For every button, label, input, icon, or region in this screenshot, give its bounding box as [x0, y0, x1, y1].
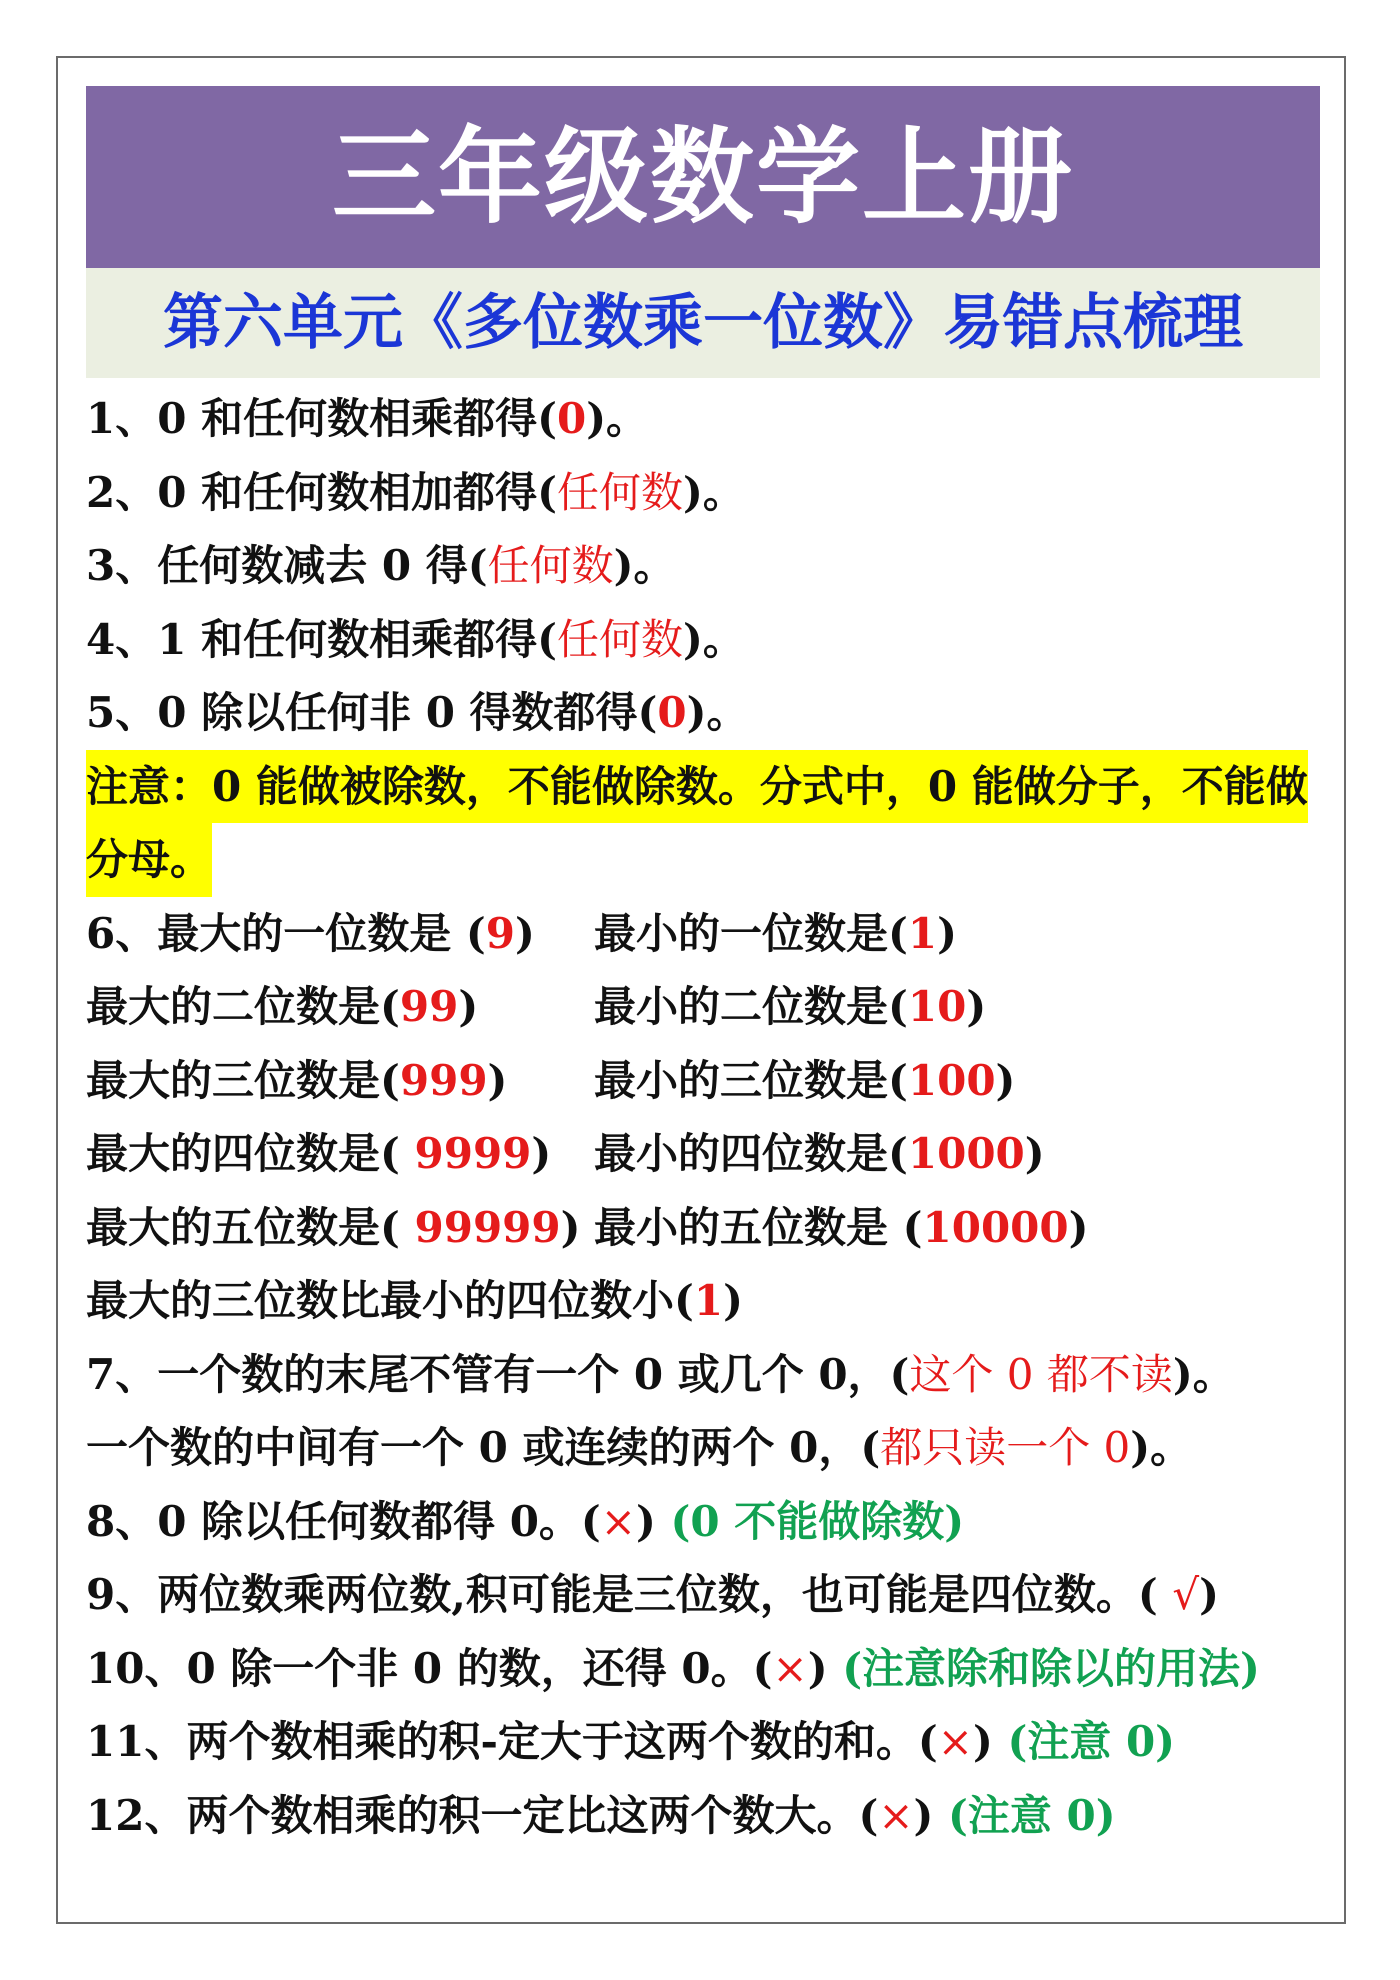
item-9: 9、两位数乘两位数,积可能是三位数，也可能是四位数。( √) [86, 1570, 1219, 1619]
answer: 1 [907, 908, 938, 958]
item-12: 12、两个数相乘的积一定比这两个数大。(×) (注意 0) [86, 1790, 1116, 1840]
answer: 0 [657, 688, 687, 737]
cross-mark: × [600, 1496, 636, 1546]
item-8: 8、0 除以任何数都得 0。(×) (0 不能做除数) [86, 1496, 965, 1546]
answer: 任何数 [487, 541, 614, 590]
answer: 10000 [922, 1202, 1069, 1252]
item-4: 4、1 和任何数相乘都得(任何数)。 [86, 614, 745, 664]
page-subtitle: 第六单元《多位数乘一位数》易错点梳理 [86, 268, 1320, 378]
answer: 9999 [414, 1129, 532, 1178]
highlighted-note: 注意：0 能做被除数，不能做除数。分式中，0 能做分子，不能做 [86, 750, 1308, 824]
item-7b: 一个数的中间有一个 0 或连续的两个 0，(都只读一个 0)。 [86, 1423, 1193, 1472]
item-6-row: 最大的二位数是(99) 最小的二位数是(10) [86, 982, 987, 1031]
hint: (0 不能做除数) [670, 1496, 965, 1546]
answer: 任何数 [556, 614, 683, 664]
item-10: 10、0 除一个非 0 的数，还得 0。(×) (注意除和除以的用法) [86, 1643, 1260, 1693]
highlighted-note: 分母。 [86, 823, 212, 897]
answer: 100 [907, 1055, 996, 1105]
check-mark: √ [1172, 1570, 1200, 1619]
page-title: 三年级数学上册 [86, 86, 1320, 268]
item-6-row: 最大的五位数是( 99999) 最小的五位数是 (10000) [86, 1202, 1089, 1252]
answer: 1000 [907, 1129, 1025, 1178]
hint: (注意 0) [948, 1790, 1116, 1840]
answer: 0 [556, 394, 587, 443]
item-11: 11、两个数相乘的积-定大于这两个数的和。(×) (注意 0) [86, 1717, 1176, 1766]
answer: 99 [399, 982, 459, 1031]
answer: 9 [485, 908, 515, 958]
item-6-row: 最大的三位数是(999) 最小的三位数是(100) [86, 1055, 1016, 1105]
item-3: 3、任何数减去 0 得(任何数)。 [86, 541, 676, 590]
answer: 都只读一个 0 [880, 1423, 1131, 1472]
content [86, 382, 1326, 1852]
item-6-row: 最大的四位数是( 9999) 最小的四位数是(1000) [86, 1129, 1045, 1178]
answer: 任何数 [556, 467, 683, 517]
item-7: 7、一个数的末尾不管有一个 0 或几个 0，(这个 0 都不读)。 [86, 1349, 1235, 1399]
item-6b: 最大的三位数比最小的四位数小(1) [86, 1276, 743, 1325]
answer: 999 [399, 1055, 488, 1105]
item-5: 5、0 除以任何非 0 得数都得(0)。 [86, 688, 749, 737]
item-6-row: 6、最大的一位数是 (9) 最小的一位数是(1) [86, 908, 957, 958]
answer: 1 [693, 1276, 724, 1325]
cross-mark: × [878, 1790, 914, 1840]
item-2: 2、0 和任何数相加都得(任何数)。 [86, 467, 745, 517]
note-line-2 [86, 823, 1326, 897]
item-1: 1、0 和任何数相乘都得(0)。 [86, 394, 649, 443]
cross-mark: × [772, 1643, 808, 1693]
cross-mark: × [937, 1717, 973, 1766]
answer: 99999 [414, 1202, 561, 1252]
answer: 10 [907, 982, 967, 1031]
note-line-1 [86, 750, 1326, 824]
hint: (注意 0) [1007, 1717, 1176, 1766]
answer: 这个 0 都不读 [909, 1349, 1173, 1399]
hint: (注意除和除以的用法) [842, 1643, 1260, 1693]
